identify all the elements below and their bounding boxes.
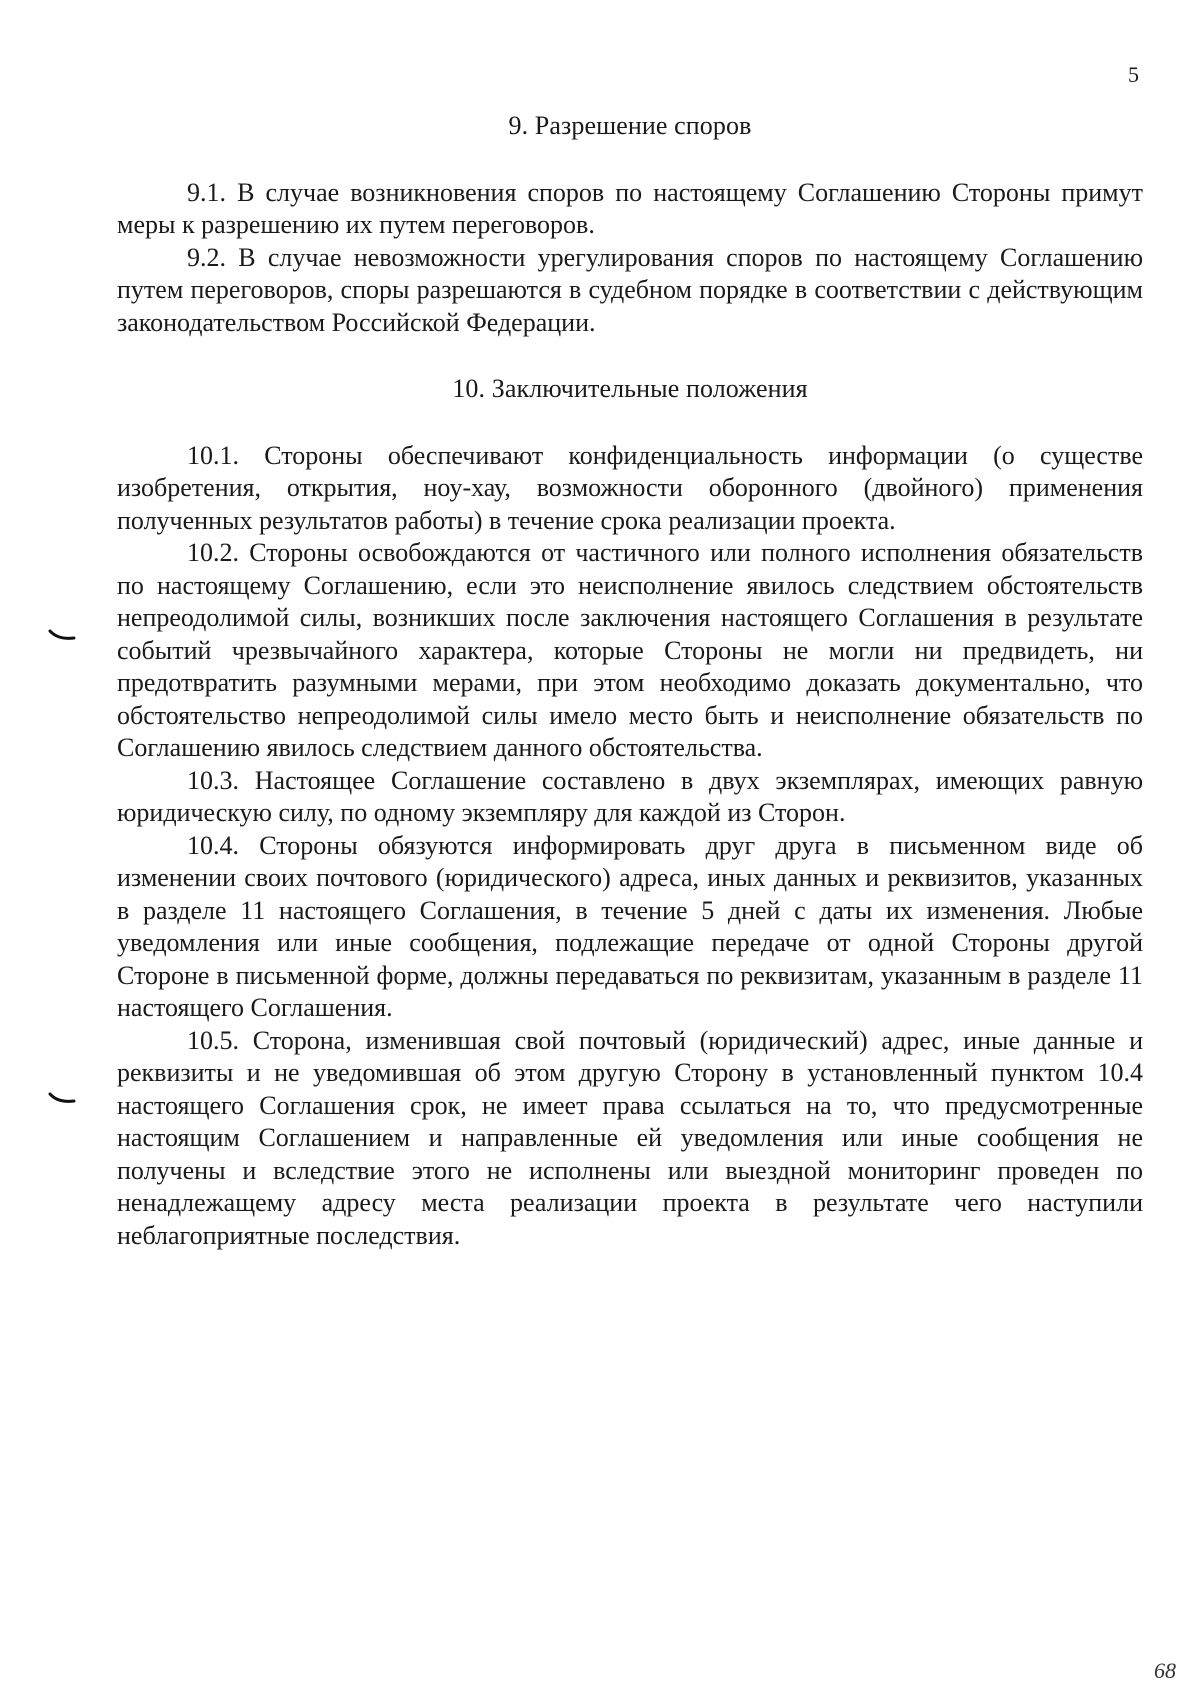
document-body <box>117 110 1143 1252</box>
paragraph-10-4: 10.4. Стороны обязуются информировать друг друга в письменном виде об изменении своих почтового (юридического) адреса, иных данных и реквизитов, указанных в разделе 11 настоящего Соглашения, в течение 5 дней с даты их изменения. Любые уведомления или иные сообщения, подлежащие передаче от одной Стороны другой Стороне в письменной форме, должны передаваться по реквизитам, указанным в разделе 11 настоящего Соглашения. <box>117 830 1143 1022</box>
page-number: 5 <box>1128 62 1139 87</box>
archive-page-number: 68 <box>1154 1658 1176 1683</box>
paragraph-9-2: 9.2. В случае невозможности урегулирования споров по настоящему Соглашению путем переговоров, споры разрешаются в судебном порядке в соответствии с действующим законодательством Российской Федерации. <box>117 242 1143 337</box>
paragraph-9-1: 9.1. В случае возникновения споров по настоящему Соглашению Стороны примут меры к разрешению их путем переговоров. <box>117 177 1143 239</box>
section-10-heading: 10. Заключительные положения <box>452 374 808 403</box>
margin-checkmark-icon <box>48 1091 76 1105</box>
section-9-heading: 9. Разрешение споров <box>508 111 752 140</box>
paragraph-10-3: 10.3. Настоящее Соглашение составлено в двух экземплярах, имеющих равную юридическую силу, по одному экземпляру для каждой из Сторон. <box>117 765 1143 827</box>
paragraph-10-2: 10.2. Стороны освобождаются от частичного или полного исполнения обязательств по настоящему Соглашению, если это неисполнение явилось следствием обстоятельств непреодолимой силы, возникших после заключения настоящего Соглашения в результате событий чрезвычайного характера, которые Стороны не могли ни предвидеть, ни предотвратить разумными мерами, при этом необходимо доказать документально, что обстоятельство непреодолимой силы имело место быть и неисполнение обязательств по Соглашению явилось следствием данного обстоятельства. <box>117 538 1143 762</box>
paragraph-10-1: 10.1. Стороны обеспечивают конфиденциальность информации (о существе изобретения, открытия, ноу-хау, возможности оборонного (двойного) применения полученных результатов работы) в течение срока реализации проекта. <box>117 440 1143 535</box>
margin-checkmark-icon <box>48 628 76 642</box>
paragraph-10-5: 10.5. Сторона, изменившая свой почтовый (юридический) адрес, иные данные и реквизиты и не уведомившая об этом другую Сторону в установленный пунктом 10.4 настоящего Соглашения срок, не имеет права ссылаться на то, что предусмотренные настоящим Соглашением и направленные ей уведомления или иные сообщения не получены и вследствие этого не исполнены или выездной мониторинг проведен по ненадлежащему адресу места реализации проекта в результате чего наступили неблагоприятные последствия. <box>117 1025 1143 1250</box>
